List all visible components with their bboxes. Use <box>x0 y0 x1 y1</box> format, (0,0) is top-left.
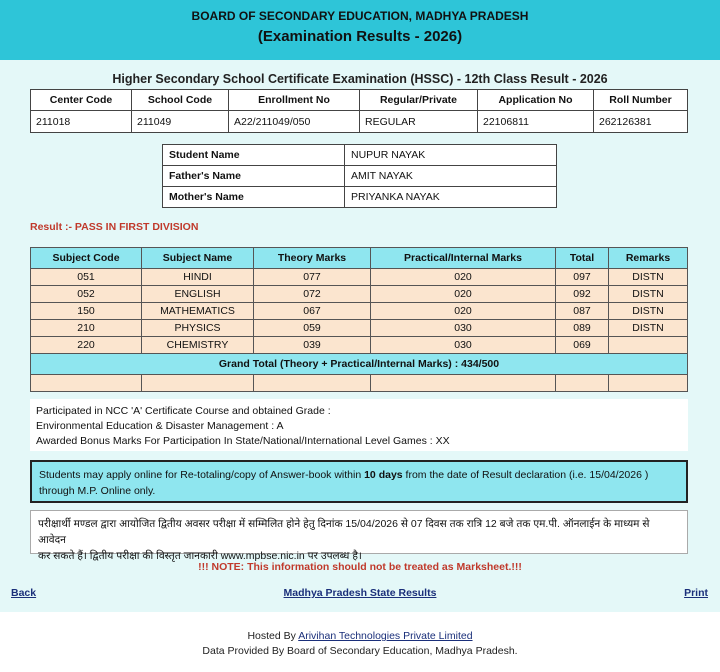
practical-marks-cell: 020 <box>371 303 556 320</box>
table-row <box>31 269 688 286</box>
marksheet-warning: !!! NOTE: This information should not be treated as Marksheet.!!! <box>198 561 522 573</box>
enrollment-no-header: Enrollment No <box>229 90 360 111</box>
results-subtitle: (Examination Results - 2026) <box>257 28 463 45</box>
subject-name-header: Subject Name <box>142 248 254 269</box>
subject-name-cell: ENGLISH <box>142 286 254 303</box>
page-footer <box>0 612 720 672</box>
practical-marks-cell: 020 <box>371 286 556 303</box>
theory-marks-cell: 059 <box>254 320 371 337</box>
student-details-table <box>162 144 557 208</box>
theory-marks-cell: 039 <box>254 337 371 354</box>
practical-marks-header: Practical/Internal Marks <box>371 248 556 269</box>
page-header <box>0 0 720 60</box>
ncc-info-box <box>30 399 688 451</box>
practical-marks-cell: 030 <box>371 337 556 354</box>
enrollment-no-value: A22/211049/050 <box>229 111 360 133</box>
hindi-notice-line-2: कर सकते हैं। द्वितीय परीक्षा की विस्तृत जानकारी www.mpbse.nic.in पर उपलब्ध है। <box>38 550 362 562</box>
remarks-header: Remarks <box>609 248 688 269</box>
environmental-education-line: Environmental Education & Disaster Management : A <box>36 420 284 432</box>
father-name-value: AMIT NAYAK <box>345 166 557 187</box>
notice-text-1: Students may apply online for Re-totaling/copy of Answer-book within <box>39 469 365 481</box>
ncc-grade-line: Participated in NCC 'A' Certificate Course and obtained Grade : <box>36 405 331 417</box>
remarks-cell: DISTN <box>609 286 688 303</box>
remarks-cell: DISTN <box>609 269 688 286</box>
student-name-label: Student Name <box>163 145 345 166</box>
print-link[interactable]: Print <box>684 587 708 599</box>
subject-name-cell: PHYSICS <box>142 320 254 337</box>
hosted-by-label: Hosted By <box>247 630 299 642</box>
subject-name-cell: HINDI <box>142 269 254 286</box>
total-cell: 097 <box>556 269 609 286</box>
grand-total: Grand Total (Theory + Practical/Internal Marks) : 434/500 <box>31 354 688 375</box>
subject-code-cell: 150 <box>31 303 142 320</box>
regular-private-header: Regular/Private <box>360 90 478 111</box>
total-header: Total <box>556 248 609 269</box>
subject-name-cell: CHEMISTRY <box>142 337 254 354</box>
notice-text-3: through M.P. Online only. <box>39 485 156 497</box>
mother-name-label: Mother's Name <box>163 187 345 208</box>
grand-total-row <box>31 354 688 375</box>
second-exam-notice <box>30 510 688 562</box>
total-cell: 089 <box>556 320 609 337</box>
state-results-link[interactable]: Madhya Pradesh State Results <box>283 587 437 599</box>
subject-code-cell: 052 <box>31 286 142 303</box>
result-panel <box>0 60 720 612</box>
subject-code-cell: 051 <box>31 269 142 286</box>
student-name-value: NUPUR NAYAK <box>345 145 557 166</box>
application-no-value: 22106811 <box>478 111 594 133</box>
exam-title: Higher Secondary School Certificate Examination (HSSC) - 12th Class Result - 2026 <box>112 72 608 86</box>
subject-code-header: Subject Code <box>31 248 142 269</box>
result-status: Result :- PASS IN FIRST DIVISION <box>30 221 199 233</box>
practical-marks-cell: 020 <box>371 269 556 286</box>
bonus-marks-line: Awarded Bonus Marks For Participation In State/National/International Level Games : XX <box>36 435 450 447</box>
hindi-notice-line-1: परीक्षार्थी मण्डल द्वारा आयोजित द्वितीय अवसर परीक्षा में सम्मिलित होने हेतु दिनांक 15/04/2026 से 07 दिवस तक रात्रि 12 बजे तक एम.पी. ऑनलाईन के माध्यम से आवेदन <box>38 518 650 546</box>
theory-marks-cell: 067 <box>254 303 371 320</box>
mother-name-value: PRIYANKA NAYAK <box>345 187 557 208</box>
total-cell: 092 <box>556 286 609 303</box>
theory-marks-cell: 077 <box>254 269 371 286</box>
marks-table <box>30 247 688 392</box>
table-row <box>31 303 688 320</box>
subject-code-cell: 210 <box>31 320 142 337</box>
table-row <box>31 337 688 354</box>
subject-code-cell: 220 <box>31 337 142 354</box>
table-row <box>31 320 688 337</box>
practical-marks-cell: 030 <box>371 320 556 337</box>
back-link[interactable]: Back <box>11 587 37 599</box>
subject-name-cell: MATHEMATICS <box>142 303 254 320</box>
notice-text-2: from the date of Result declaration (i.e. 15/04/2026 ) <box>402 469 649 481</box>
theory-marks-cell: 072 <box>254 286 371 303</box>
board-title: BOARD OF SECONDARY EDUCATION, MADHYA PRADESH <box>191 9 529 23</box>
remarks-cell: DISTN <box>609 320 688 337</box>
retotaling-notice <box>30 460 688 503</box>
total-cell: 087 <box>556 303 609 320</box>
total-cell: 069 <box>556 337 609 354</box>
theory-marks-header: Theory Marks <box>254 248 371 269</box>
regular-private-value: REGULAR <box>360 111 478 133</box>
candidate-info-table <box>30 89 688 133</box>
remarks-cell: DISTN <box>609 303 688 320</box>
center-code-value: 211018 <box>31 111 132 133</box>
empty-row <box>31 375 688 392</box>
roll-number-header: Roll Number <box>594 90 688 111</box>
roll-number-value: 262126381 <box>594 111 688 133</box>
host-company-link[interactable]: Arivihan Technologies Private Limited <box>298 630 473 642</box>
school-code-value: 211049 <box>132 111 229 133</box>
father-name-label: Father's Name <box>163 166 345 187</box>
notice-days: 10 days <box>364 469 403 481</box>
center-code-header: Center Code <box>31 90 132 111</box>
school-code-header: School Code <box>132 90 229 111</box>
application-no-header: Application No <box>478 90 594 111</box>
remarks-cell <box>609 337 688 354</box>
table-row <box>31 286 688 303</box>
data-provided-by: Data Provided By Board of Secondary Education, Madhya Pradesh. <box>202 645 518 657</box>
